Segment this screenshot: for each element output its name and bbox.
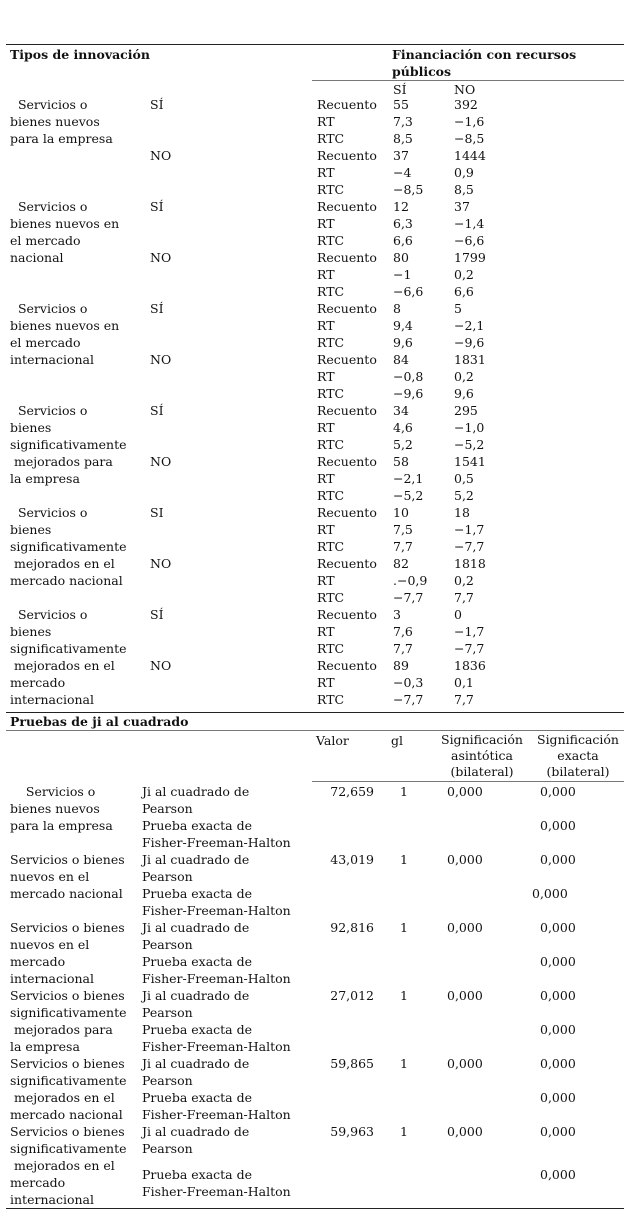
table1-statistic: RT xyxy=(317,267,335,282)
table2-gl: 1 xyxy=(400,920,408,935)
table1-value-no: −9,6 xyxy=(454,335,485,350)
table2-exacta-fisher: 0,000 xyxy=(540,954,576,969)
table1-value-si: 7,3 xyxy=(393,114,413,129)
table1-value-no: 8,5 xyxy=(454,182,474,197)
table1-statistic: RTC xyxy=(317,386,345,401)
table2-asintotica: 0,000 xyxy=(447,1056,483,1071)
table1-value-no: 1444 xyxy=(454,148,486,163)
table1-response: SI xyxy=(150,505,164,520)
table1-value-si: 7,7 xyxy=(393,641,413,656)
table1-value-si: −9,6 xyxy=(393,386,424,401)
table2-test-pearson: Ji al cuadrado de Pearson xyxy=(142,988,250,1020)
table1-value-si: −8,5 xyxy=(393,182,424,197)
table1-group-label: Servicios o bienes significativamente mejorados en el mercado internacional xyxy=(10,607,127,707)
table1-statistic: RT xyxy=(317,114,335,129)
table1-value-si: .−0,9 xyxy=(393,573,428,588)
table1-value-no: −1,7 xyxy=(454,522,485,537)
table1-response: NO xyxy=(150,250,172,265)
table2-exacta-pearson: 0,000 xyxy=(540,1056,576,1071)
table1-group-label: Servicios o bienes nuevos en el mercado internacional xyxy=(10,301,120,367)
table1-value-no: 0,2 xyxy=(454,369,474,384)
table1-value-no: −1,4 xyxy=(454,216,485,231)
table1-value-no: −6,6 xyxy=(454,233,485,248)
table2-exacta-fisher: 0,000 xyxy=(540,1090,576,1105)
table2-valor: 43,019 xyxy=(330,852,374,867)
table1-statistic: RTC xyxy=(317,233,345,248)
table2-exacta-fisher: 0,000 xyxy=(532,886,568,901)
table1-value-si: 9,4 xyxy=(393,318,413,333)
table1-statistic: RTC xyxy=(317,284,345,299)
table1-statistic: RT xyxy=(317,471,335,486)
table2-test-pearson: Ji al cuadrado de Pearson xyxy=(142,1056,250,1088)
table1-value-si: −7,7 xyxy=(393,590,424,605)
table2-group-label: Servicios o bienes nuevos para la empresa xyxy=(10,784,113,833)
table2-test-pearson: Ji al cuadrado de Pearson xyxy=(142,920,250,952)
table1-value-no: 18 xyxy=(454,505,470,520)
table1-statistic: RTC xyxy=(317,590,345,605)
table1-statistic: RT xyxy=(317,675,335,690)
table1-statistic: RT xyxy=(317,522,335,537)
table1-value-si: 10 xyxy=(393,505,409,520)
table1-value-si: 7,6 xyxy=(393,624,413,639)
table1-value-si: 34 xyxy=(393,403,409,418)
table2-col-valor: Valor xyxy=(316,733,349,748)
table1-statistic: Recuento xyxy=(317,148,377,163)
table1-col-no: NO xyxy=(454,82,476,97)
table2-test-pearson: Ji al cuadrado de Pearson xyxy=(142,1124,250,1156)
table1-header-left: Tipos de innovación xyxy=(10,47,150,62)
table1-statistic: Recuento xyxy=(317,556,377,571)
table1-value-no: 1818 xyxy=(454,556,486,571)
table1-value-si: −7,7 xyxy=(393,692,424,707)
table1-col-si: SÍ xyxy=(393,82,407,97)
table1-response: SÍ xyxy=(150,403,164,418)
table1-statistic: Recuento xyxy=(317,505,377,520)
table1-response: SÍ xyxy=(150,199,164,214)
table2-col-exacta: Significación exacta (bilateral) xyxy=(537,732,619,779)
table1-value-no: 0,1 xyxy=(454,675,474,690)
table1-statistic: RTC xyxy=(317,692,345,707)
table1-response: NO xyxy=(150,658,172,673)
table2-test-fisher: Prueba exacta de Fisher-Freeman-Halton xyxy=(142,954,291,986)
table1-value-no: 0 xyxy=(454,607,462,622)
table1-value-no: 5 xyxy=(454,301,462,316)
table2-exacta-pearson: 0,000 xyxy=(540,920,576,935)
table1-statistic: Recuento xyxy=(317,658,377,673)
table1-statistic: Recuento xyxy=(317,403,377,418)
table1-statistic: RTC xyxy=(317,182,345,197)
table1-statistic: Recuento xyxy=(317,352,377,367)
table2-bottom-rule xyxy=(6,1208,624,1209)
table2-exacta-pearson: 0,000 xyxy=(540,988,576,1003)
table1-statistic: RTC xyxy=(317,335,345,350)
table1-value-no: 1541 xyxy=(454,454,486,469)
table1-group-label: Servicios o bienes significativamente mejorados para la empresa xyxy=(10,403,127,486)
table1-value-si: −0,3 xyxy=(393,675,424,690)
table1-value-si: −5,2 xyxy=(393,488,424,503)
table1-value-no: 7,7 xyxy=(454,590,474,605)
table2-test-pearson: Ji al cuadrado de Pearson xyxy=(142,784,250,816)
table1-value-si: 82 xyxy=(393,556,409,571)
table1-statistic: Recuento xyxy=(317,199,377,214)
table2-test-fisher: Prueba exacta de Fisher-Freeman-Halton xyxy=(142,1167,291,1199)
table2-valor: 72,659 xyxy=(330,784,374,799)
table1-statistic: RTC xyxy=(317,539,345,554)
table2-col-asintotica: Significación asintótica (bilateral) xyxy=(441,732,523,779)
table2-exacta-pearson: 0,000 xyxy=(540,852,576,867)
table1-value-si: −1 xyxy=(393,267,412,282)
table1-value-si: 6,6 xyxy=(393,233,413,248)
table1-statistic: Recuento xyxy=(317,607,377,622)
table2-group-label: Servicios o bienes significativamente mejorados en el mercado nacional xyxy=(10,1056,127,1122)
table1-header-right-line1: Financiación con recursos xyxy=(392,47,577,62)
table2-group-label: Servicios o bienes nuevos en el mercado nacional xyxy=(10,852,125,901)
table2-test-fisher: Prueba exacta de Fisher-Freeman-Halton xyxy=(142,1022,291,1054)
table1-value-no: 6,6 xyxy=(454,284,474,299)
table1-value-no: 0,9 xyxy=(454,165,474,180)
table1-value-si: −4 xyxy=(393,165,412,180)
table1-value-si: 6,3 xyxy=(393,216,413,231)
table1-value-si: 7,5 xyxy=(393,522,413,537)
table1-value-no: 295 xyxy=(454,403,478,418)
table2-valor: 92,816 xyxy=(330,920,374,935)
table1-value-no: −1,7 xyxy=(454,624,485,639)
table2-valor: 27,012 xyxy=(330,988,374,1003)
table2-test-fisher: Prueba exacta de Fisher-Freeman-Halton xyxy=(142,1090,291,1122)
table2-gl: 1 xyxy=(400,988,408,1003)
table2-test-fisher: Prueba exacta de Fisher-Freeman-Halton xyxy=(142,818,291,850)
table1-value-no: 1831 xyxy=(454,352,486,367)
table2-test-fisher: Prueba exacta de Fisher-Freeman-Halton xyxy=(142,886,291,918)
table2-valor: 59,865 xyxy=(330,1056,374,1071)
table2-asintotica: 0,000 xyxy=(447,1124,483,1139)
table1-value-no: −8,5 xyxy=(454,131,485,146)
table1-value-no: −7,7 xyxy=(454,539,485,554)
table1-statistic: RTC xyxy=(317,488,345,503)
table1-value-si: −0,8 xyxy=(393,369,424,384)
table1-response: NO xyxy=(150,148,172,163)
table1-top-rule xyxy=(6,44,624,45)
table1-statistic: RT xyxy=(317,369,335,384)
table1-statistic: RTC xyxy=(317,641,345,656)
table1-value-no: 7,7 xyxy=(454,692,474,707)
table1-response: SÍ xyxy=(150,301,164,316)
table1-header-right-line2: públicos xyxy=(392,64,452,79)
table1-value-si: 3 xyxy=(393,607,401,622)
table1-value-no: 0,2 xyxy=(454,573,474,588)
table2-group-label: Servicios o bienes significativamente mejorados en el mercado internacional xyxy=(10,1124,127,1207)
table2-valor: 59,963 xyxy=(330,1124,374,1139)
table2-exacta-pearson: 0,000 xyxy=(540,784,576,799)
table1-value-si: 12 xyxy=(393,199,409,214)
table2-asintotica: 0,000 xyxy=(447,784,483,799)
table2-title: Pruebas de ji al cuadrado xyxy=(10,714,189,729)
table2-asintotica: 0,000 xyxy=(447,852,483,867)
table1-value-no: −1,6 xyxy=(454,114,485,129)
table1-value-si: 80 xyxy=(393,250,409,265)
table1-value-si: 8,5 xyxy=(393,131,413,146)
table1-response: NO xyxy=(150,454,172,469)
table1-value-no: −7,7 xyxy=(454,641,485,656)
table1-statistic: Recuento xyxy=(317,301,377,316)
table1-statistic: RT xyxy=(317,624,335,639)
table2-gl: 1 xyxy=(400,852,408,867)
table2-gl: 1 xyxy=(400,1056,408,1071)
table1-statistic: RT xyxy=(317,420,335,435)
table2-group-label: Servicios o bienes significativamente mejorados para la empresa xyxy=(10,988,127,1054)
table1-value-no: −2,1 xyxy=(454,318,485,333)
table1-value-si: 4,6 xyxy=(393,420,413,435)
table1-value-no: 1836 xyxy=(454,658,486,673)
table1-value-no: 5,2 xyxy=(454,488,474,503)
table1-value-si: 9,6 xyxy=(393,335,413,350)
table1-statistic: RTC xyxy=(317,131,345,146)
table1-statistic: Recuento xyxy=(317,97,377,112)
table2-group-label: Servicios o bienes nuevos en el mercado internacional xyxy=(10,920,125,986)
table1-value-si: 84 xyxy=(393,352,409,367)
table2-exacta-fisher: 0,000 xyxy=(540,1022,576,1037)
table2-test-pearson: Ji al cuadrado de Pearson xyxy=(142,852,250,884)
table1-value-no: 392 xyxy=(454,97,478,112)
table1-response: SÍ xyxy=(150,607,164,622)
table1-value-no: 1799 xyxy=(454,250,486,265)
table2-asintotica: 0,000 xyxy=(447,988,483,1003)
table1-value-si: 5,2 xyxy=(393,437,413,452)
table1-statistic: RT xyxy=(317,573,335,588)
table1-statistic: RT xyxy=(317,318,335,333)
table1-value-no: −5,2 xyxy=(454,437,485,452)
table1-value-si: 55 xyxy=(393,97,409,112)
table2-exacta-fisher: 0,000 xyxy=(540,1167,576,1182)
table1-statistic: Recuento xyxy=(317,250,377,265)
table1-statistic: RTC xyxy=(317,437,345,452)
table1-value-no: 37 xyxy=(454,199,470,214)
table1-value-si: −2,1 xyxy=(393,471,424,486)
table1-value-si: 8 xyxy=(393,301,401,316)
table1-value-no: −1,0 xyxy=(454,420,485,435)
table2-exacta-pearson: 0,000 xyxy=(540,1124,576,1139)
table1-value-si: −6,6 xyxy=(393,284,424,299)
table2-gl: 1 xyxy=(400,1124,408,1139)
table1-statistic: RT xyxy=(317,165,335,180)
table2-col-gl: gl xyxy=(391,733,403,748)
table1-value-si: 7,7 xyxy=(393,539,413,554)
table1-response: NO xyxy=(150,352,172,367)
table1-group-label: Servicios o bienes nuevos para la empresa xyxy=(10,97,113,146)
table1-statistic: Recuento xyxy=(317,454,377,469)
table1-value-si: 89 xyxy=(393,658,409,673)
table1-value-no: 0,2 xyxy=(454,267,474,282)
table1-group-label: Servicios o bienes significativamente mejorados en el mercado nacional xyxy=(10,505,127,588)
table2-title-rule xyxy=(6,730,624,731)
table2-asintotica: 0,000 xyxy=(447,920,483,935)
table1-response: NO xyxy=(150,556,172,571)
table2-exacta-fisher: 0,000 xyxy=(540,818,576,833)
table2-gl: 1 xyxy=(400,784,408,799)
table1-value-no: 9,6 xyxy=(454,386,474,401)
table1-value-no: 0,5 xyxy=(454,471,474,486)
table1-statistic: RT xyxy=(317,216,335,231)
table1-group-label: Servicios o bienes nuevos en el mercado nacional xyxy=(10,199,120,265)
table1-value-si: 58 xyxy=(393,454,409,469)
table1-value-si: 37 xyxy=(393,148,409,163)
table1-response: SÍ xyxy=(150,97,164,112)
table2-header-rule xyxy=(312,781,624,782)
